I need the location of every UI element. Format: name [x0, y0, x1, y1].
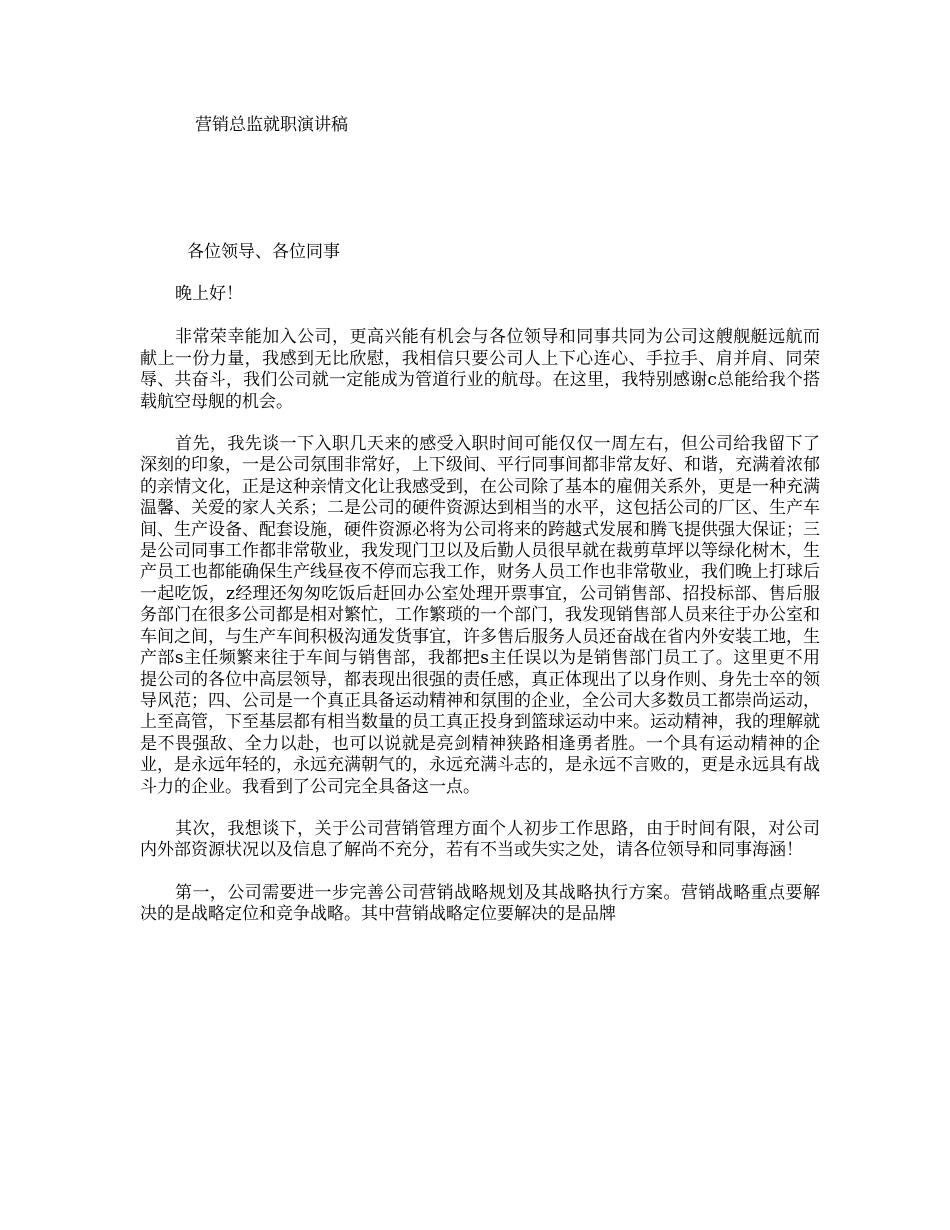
salutation: 各位领导、各位同事: [187, 242, 340, 262]
paragraph-strategy: 第一，公司需要进一步完善公司营销战略规划及其战略执行方案。营销战略重点要解决的是战略定位和竞争战略。其中营销战略定位要解决的是品牌: [140, 882, 820, 925]
document-body: [140, 284, 820, 947]
document-title: 营销总监就职演讲稿: [195, 115, 348, 135]
paragraph-impressions: 首先，我先谈一下入职几天来的感受入职时间可能仅仅一周左右，但公司给我留下了深刻的印象，一是公司氛围非常好，上下级间、平行同事间都非常友好、和谐，充满着浓郁的亲情文化，正是这种亲情文化让我感受到，在公司除了基本的雇佣关系外，更是一种充满温馨、关爱的家人关系；二是公司的硬件资源达到相当的水平，这包括公司的厂区、生产车间、生产设备、配套设施，硬件资源必将为公司将来的跨越式发展和腾飞提供强大保证；三是公司同事工作都非常敬业，我发现门卫以及后勤人员很早就在裁剪草坪以等绿化树木，生产员工也都能确保生产线昼夜不停而忘我工作，财务人员工作也非常敬业，我们晚上打球后一起吃饭，z经理还匆匆吃饭后赶回办公室处理开票事宜，公司销售部、招投标部、售后服务部门在很多公司都是相对繁忙，工作繁琐的一个部门，我发现销售部人员来往于办公室和车间之间，与生产车间积极沟通发货事宜，许多售后服务人员还奋战在省内外安装工地，生产部s主任频繁来往于车间与销售部，我都把s主任误以为是销售部门员工了。这里更不用提公司的各位中高层领导，都表现出很强的责任感，真正体现出了以身作则、身先士卒的领导风范；四、公司是一个真正具备运动精神和氛围的企业，全公司大多数员工都崇尚运动，上至高管，下至基层都有相当数量的员工真正投身到篮球运动中来。运动精神，我的理解就是不畏强敌、全力以赴，也可以说就是亮剑精神狭路相逢勇者胜。一个具有运动精神的企业，是永远年轻的，永远充满朝气的，永远充满斗志的，是永远不言败的，更是永远具有战斗力的企业。我看到了公司完全具备这一点。: [140, 434, 820, 797]
paragraph-greeting: 晚上好！: [175, 284, 243, 304]
paragraph-intro: 非常荣幸能加入公司，更高兴能有机会与各位领导和同事共同为公司这艘舰艇远航而献上一份力量，我感到无比欣慰，我相信只要公司人上下心连心、手拉手、肩并肩、同荣辱、共奋斗，我们公司就一定能成为管道行业的航母。在这里，我特别感谢c总能给我个搭载航空母舰的机会。: [140, 327, 820, 412]
paragraph-work-ideas: 其次，我想谈下，关于公司营销管理方面个人初步工作思路，由于时间有限，对公司内外部资源状况以及信息了解尚不充分，若有不当或失实之处，请各位领导和同事海涵！: [140, 818, 820, 861]
